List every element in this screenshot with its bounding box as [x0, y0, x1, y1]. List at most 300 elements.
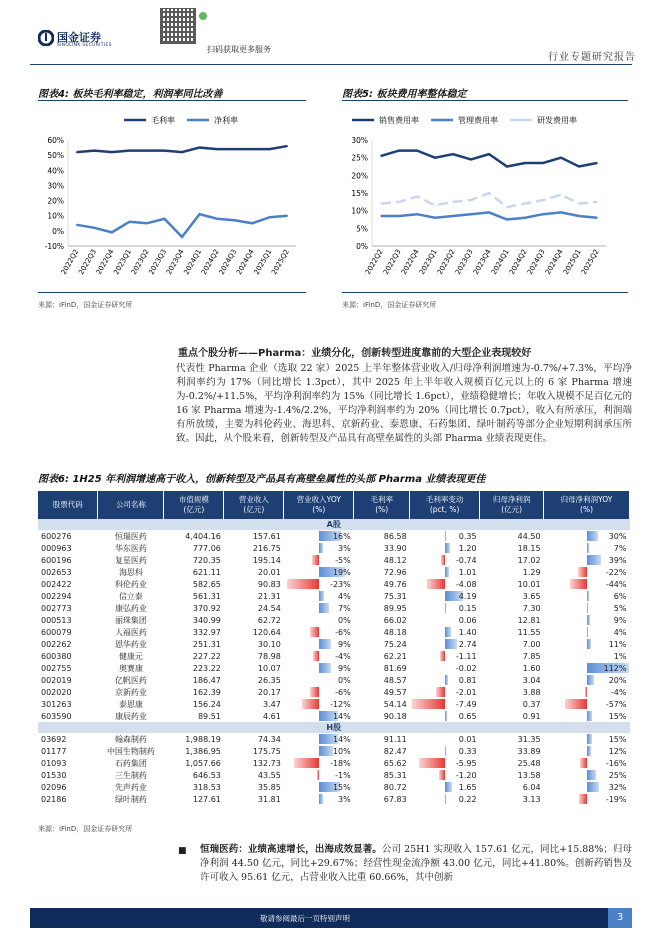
table-cell	[410, 745, 480, 757]
fig5-source: 来源：iFinD，国金证券研究所	[342, 301, 437, 309]
x-tick-label: 2023Q4	[164, 248, 186, 277]
cell-text: 泰恩康	[118, 699, 143, 709]
cell-text: 162.39	[192, 687, 221, 697]
data-point	[129, 221, 131, 223]
data-point	[542, 162, 544, 164]
group-a-header-label: A股	[38, 519, 630, 530]
table-row	[38, 602, 630, 614]
table-cell	[98, 590, 164, 602]
cell-text: 82.47	[383, 746, 407, 756]
data-point	[269, 148, 271, 150]
table-cell	[410, 530, 480, 542]
table-cell	[164, 757, 224, 769]
cell-text: 89.95	[383, 603, 407, 613]
table-cell	[544, 793, 630, 805]
cell-text: 人福医药	[114, 627, 147, 637]
cell-text: 175.75	[252, 746, 281, 756]
cell-text: 0.06	[458, 615, 477, 625]
y-tick-label: 15%	[351, 189, 368, 198]
data-point	[470, 199, 472, 201]
logo-icon	[38, 30, 54, 46]
table-cell	[480, 793, 544, 805]
cell-text: 0%	[338, 615, 351, 625]
cell-text: 002019	[41, 675, 72, 685]
table-cell	[480, 710, 544, 722]
fig4-title: 图表4: 板块毛利率稳定，利润率同比改善	[38, 89, 223, 100]
data-bar	[587, 782, 599, 792]
data-point	[164, 218, 166, 220]
table-cell	[284, 769, 354, 781]
data-point	[506, 206, 508, 208]
table-cell	[224, 686, 284, 698]
table-cell	[38, 626, 98, 638]
table-cell	[38, 602, 98, 614]
table-cell	[354, 542, 410, 554]
cell-text: 0.15	[458, 603, 477, 613]
wechat-icon	[199, 12, 207, 20]
table-cell	[410, 698, 480, 710]
data-bar	[310, 627, 318, 637]
cell-text: 002422	[41, 579, 72, 589]
cell-text: 科伦药业	[114, 579, 147, 589]
table-cell	[480, 590, 544, 602]
cell-text: 332.97	[192, 627, 221, 637]
table-cell	[544, 554, 630, 566]
cell-text: 绿叶制药	[114, 794, 147, 804]
brand-cn: 国金证券	[57, 31, 101, 44]
data-point	[94, 227, 96, 229]
data-point	[524, 162, 526, 164]
data-bar	[319, 639, 332, 649]
table-cell	[354, 530, 410, 542]
cell-text: 1,386.95	[185, 746, 221, 756]
table-cell	[544, 662, 630, 674]
data-bar	[585, 687, 587, 697]
cell-text: -18%	[330, 758, 351, 768]
table-cell	[544, 733, 630, 745]
cell-text: -12%	[330, 699, 351, 709]
x-tick-label: 2024Q4	[543, 248, 565, 277]
cell-text: 54.14	[383, 699, 407, 709]
x-tick-label: 2023Q1	[112, 248, 134, 277]
cell-text: 112%	[603, 663, 627, 673]
table-cell	[544, 745, 630, 757]
y-tick-label: 30%	[351, 136, 368, 145]
cell-text: 4%	[613, 627, 627, 637]
cell-text: 0.33	[458, 746, 477, 756]
data-bar	[587, 746, 592, 756]
cell-text: 85.31	[383, 770, 407, 780]
y-tick-label: 0%	[52, 226, 64, 236]
cell-text: 72.96	[383, 567, 407, 577]
data-point	[452, 153, 454, 155]
table-cell	[410, 578, 480, 590]
x-tick-label: 2023Q2	[129, 248, 151, 277]
table-row	[38, 542, 630, 554]
table-cell	[224, 602, 284, 614]
table-cell	[98, 602, 164, 614]
cell-text: 1,988.19	[185, 734, 221, 744]
page-number: 3	[608, 908, 632, 928]
cell-text: 777.06	[192, 543, 221, 553]
cell-text: 复星医药	[114, 555, 147, 565]
data-bar	[302, 699, 319, 709]
cell-text: 90.83	[257, 579, 281, 589]
table-cell	[410, 566, 480, 578]
data-bar	[427, 579, 445, 589]
table-row	[38, 710, 630, 722]
cell-text: -22%	[605, 567, 627, 577]
table-cell	[164, 566, 224, 578]
cell-text: 4%	[338, 591, 351, 601]
legend-label-1: 管理费用率	[458, 116, 498, 125]
cell-text: 7%	[338, 603, 351, 613]
table-cell	[164, 602, 224, 614]
data-bar	[587, 555, 602, 565]
x-tick-label: 2022Q3	[77, 248, 99, 277]
table-cell	[98, 542, 164, 554]
data-bar	[445, 567, 449, 577]
table-cell	[224, 638, 284, 650]
data-point	[380, 155, 382, 157]
legend-label-2: 研发费用率	[537, 116, 577, 125]
data-bar	[319, 603, 329, 613]
column-header: 股票代码	[38, 491, 98, 519]
y-tick-label: 40%	[47, 166, 64, 176]
table-cell	[480, 674, 544, 686]
series-line-1	[77, 214, 287, 237]
fig5-title: 图表5: 板块费用率整体稳定	[342, 89, 467, 100]
cell-text: 002773	[41, 603, 72, 613]
group-h-header-label: H股	[38, 722, 630, 733]
table-cell	[224, 590, 284, 602]
cell-text: 43.55	[257, 770, 281, 780]
data-bar	[580, 758, 586, 768]
table-cell	[224, 662, 284, 674]
x-tick-label: 2022Q3	[381, 248, 403, 277]
data-point	[199, 147, 201, 149]
cell-text: 1.20	[458, 543, 477, 553]
cell-text: 13.58	[517, 770, 541, 780]
cell-text: 48.57	[383, 675, 407, 685]
cell-text: 19%	[332, 567, 351, 577]
table-cell	[38, 674, 98, 686]
data-point	[434, 157, 436, 159]
x-tick-label: 2024Q3	[217, 248, 239, 277]
cell-text: 21.31	[257, 591, 281, 601]
data-point	[216, 218, 218, 220]
cell-text: 14%	[332, 734, 351, 744]
cell-text: 251.31	[192, 639, 221, 649]
cell-text: -2.01	[455, 687, 477, 697]
cell-text: 0.01	[458, 734, 477, 744]
cell-text: 3.65	[522, 591, 541, 601]
x-tick-label: 2022Q2	[59, 248, 81, 277]
table-cell	[354, 614, 410, 626]
legend-label-0: 毛利率	[151, 116, 175, 125]
cell-text: 600079	[41, 627, 72, 637]
table-cell	[284, 590, 354, 602]
table-cell	[410, 554, 480, 566]
table-cell	[480, 602, 544, 614]
cell-text: 7%	[613, 543, 627, 553]
data-point	[506, 166, 508, 168]
cell-text: 6%	[613, 591, 627, 601]
table-cell	[410, 638, 480, 650]
qr-caption: 扫码获取更多服务	[207, 45, 271, 54]
data-point	[234, 148, 236, 150]
data-bar	[445, 531, 447, 541]
cell-text: 6.04	[522, 782, 541, 792]
cell-text: 3%	[338, 543, 351, 553]
table-cell	[164, 638, 224, 650]
data-bar	[587, 543, 590, 553]
cell-text: 10.01	[517, 579, 541, 589]
cell-text: 002294	[41, 591, 72, 601]
data-point	[488, 192, 490, 194]
cell-text: 86.58	[383, 531, 407, 541]
cell-text: 健康元	[118, 651, 143, 661]
x-tick-label: 2025Q1	[252, 248, 274, 277]
table-cell	[38, 781, 98, 793]
table-cell	[354, 710, 410, 722]
data-point	[596, 217, 598, 219]
cell-text: -1%	[335, 770, 351, 780]
table-cell	[224, 710, 284, 722]
table-cell	[164, 650, 224, 662]
cell-text: 002653	[41, 567, 72, 577]
table-cell	[480, 781, 544, 793]
cell-text: 5%	[613, 603, 627, 613]
legend-label-1: 净利率	[214, 116, 238, 125]
cell-text: 康辰药业	[114, 711, 147, 721]
data-point	[596, 201, 598, 203]
cell-text: 10%	[332, 746, 351, 756]
cell-text: 318.53	[192, 782, 221, 792]
table-cell	[544, 566, 630, 578]
data-bar	[445, 639, 457, 649]
bullet-paragraph	[200, 843, 632, 885]
x-tick-label: 2023Q1	[417, 248, 439, 277]
cell-text: -6%	[335, 627, 351, 637]
table-cell	[410, 733, 480, 745]
qr-code[interactable]	[160, 8, 196, 44]
table-cell	[98, 757, 164, 769]
fig6-title: 图表6: 1H25 年利润增速高于收入，创新转型及产品具有高壁垒属性的头部 Pharma 业绩表现更佳	[38, 474, 486, 485]
table-cell	[98, 698, 164, 710]
table-cell	[164, 530, 224, 542]
data-point	[452, 215, 454, 217]
data-point	[129, 150, 131, 152]
table-cell	[38, 578, 98, 590]
data-point	[470, 213, 472, 215]
data-point	[76, 224, 78, 226]
data-bar	[445, 675, 449, 685]
data-point	[251, 148, 253, 150]
table-cell	[544, 698, 630, 710]
table-cell	[224, 781, 284, 793]
cell-text: 186.47	[192, 675, 221, 685]
data-point	[164, 150, 166, 152]
cell-text: 582.65	[192, 579, 221, 589]
cell-text: 亿帆医药	[114, 675, 147, 685]
data-bar	[310, 687, 318, 697]
data-point	[488, 153, 490, 155]
cell-text: 1.29	[522, 567, 541, 577]
cell-text: 16%	[332, 531, 351, 541]
cell-text: -6%	[335, 687, 351, 697]
table-cell	[164, 542, 224, 554]
x-tick-label: 2025Q1	[561, 248, 583, 277]
table-cell	[284, 698, 354, 710]
cell-text: 0.91	[522, 711, 541, 721]
table-cell	[224, 674, 284, 686]
cell-text: 370.92	[192, 603, 221, 613]
table-cell	[224, 769, 284, 781]
table-cell	[284, 626, 354, 638]
cell-text: 20%	[608, 675, 627, 685]
cell-text: 48.18	[383, 627, 407, 637]
table-cell	[284, 662, 354, 674]
data-point	[286, 145, 288, 147]
data-point	[199, 213, 201, 215]
table-cell	[410, 662, 480, 674]
data-point	[434, 217, 436, 219]
cell-text: -44%	[605, 579, 627, 589]
data-bar	[587, 675, 595, 685]
y-tick-label: 0%	[356, 242, 368, 251]
cell-text: 11%	[608, 639, 627, 649]
cell-text: 31.35	[517, 734, 541, 744]
table-row	[38, 650, 630, 662]
data-point	[111, 232, 113, 234]
table-cell	[38, 757, 98, 769]
table-row	[38, 530, 630, 542]
table-row	[38, 757, 630, 769]
x-tick-label: 2024Q3	[525, 248, 547, 277]
table-cell	[284, 686, 354, 698]
cell-text: 1.40	[458, 627, 477, 637]
table-cell	[354, 698, 410, 710]
series-line-1	[381, 212, 597, 219]
cell-text: 81.69	[383, 663, 407, 673]
table-cell	[544, 769, 630, 781]
cell-text: 31.81	[257, 794, 281, 804]
table-cell	[164, 698, 224, 710]
column-header: 市值规模 (亿元)	[164, 491, 224, 519]
data-point	[416, 213, 418, 215]
table-cell	[38, 710, 98, 722]
data-bar	[412, 699, 445, 709]
cell-text: 15%	[332, 782, 351, 792]
table-cell	[38, 566, 98, 578]
table-row	[38, 781, 630, 793]
table-cell	[38, 530, 98, 542]
data-bar	[587, 531, 599, 541]
table-cell	[284, 530, 354, 542]
table-cell	[284, 566, 354, 578]
table-cell	[480, 745, 544, 757]
cell-text: 646.53	[192, 770, 221, 780]
table-cell	[98, 745, 164, 757]
table-cell	[284, 602, 354, 614]
data-point	[111, 151, 113, 153]
cell-text: 223.22	[192, 663, 221, 673]
cell-text: -1.20	[455, 770, 477, 780]
data-bar	[445, 782, 452, 792]
table-cell	[98, 674, 164, 686]
cell-text: 195.14	[252, 555, 281, 565]
brand-en: SINOLINK SECURITIES	[57, 43, 112, 48]
cell-text: 9%	[338, 639, 351, 649]
table-cell	[354, 602, 410, 614]
report-category: 行业专题研究报告	[548, 52, 636, 63]
table-cell	[354, 686, 410, 698]
y-tick-label: 30%	[47, 181, 64, 191]
data-bar	[445, 711, 448, 721]
cell-text: 62.72	[257, 615, 281, 625]
data-bar	[319, 543, 323, 553]
fig6-source: 来源：iFinD，国金证券研究所	[38, 825, 133, 833]
table-cell	[544, 530, 630, 542]
cell-text: 0%	[338, 675, 351, 685]
table-cell	[480, 554, 544, 566]
cell-text: -19%	[605, 794, 627, 804]
table-cell	[354, 650, 410, 662]
x-tick-label: 2024Q2	[507, 248, 529, 277]
cell-text: -0.02	[455, 663, 477, 673]
cell-text: 62.21	[383, 651, 407, 661]
y-tick-label: 50%	[47, 151, 64, 161]
table-cell	[410, 602, 480, 614]
table-cell	[224, 745, 284, 757]
fig4-rule	[38, 100, 306, 101]
table-cell	[480, 650, 544, 662]
data-bar	[587, 711, 593, 721]
data-point	[560, 212, 562, 214]
table-cell	[544, 686, 630, 698]
table-cell	[544, 650, 630, 662]
table-cell	[164, 554, 224, 566]
y-tick-label: 10%	[351, 206, 368, 216]
data-bar	[319, 663, 332, 673]
cell-text: 600276	[41, 531, 72, 541]
table-cell	[164, 710, 224, 722]
table-row	[38, 626, 630, 638]
table-cell	[354, 578, 410, 590]
cell-text: 15%	[608, 734, 627, 744]
cell-text: 0.37	[522, 699, 541, 709]
cell-text: -4.08	[455, 579, 477, 589]
data-point	[234, 219, 236, 221]
cell-text: 600196	[41, 555, 72, 565]
data-bar	[445, 603, 446, 613]
table-cell	[410, 614, 480, 626]
table-cell	[480, 757, 544, 769]
cell-text: 75.24	[383, 639, 407, 649]
cell-text: 127.61	[192, 794, 221, 804]
x-tick-label: 2023Q3	[147, 248, 169, 277]
table-cell	[284, 781, 354, 793]
cell-text: 25.48	[517, 758, 541, 768]
cell-text: 1.65	[458, 782, 477, 792]
table-cell	[354, 781, 410, 793]
cell-text: -0.74	[455, 555, 477, 565]
table-row	[38, 590, 630, 602]
cell-text: 1.60	[522, 663, 541, 673]
data-bar	[587, 734, 593, 744]
cell-text: 1,057.66	[185, 758, 221, 768]
